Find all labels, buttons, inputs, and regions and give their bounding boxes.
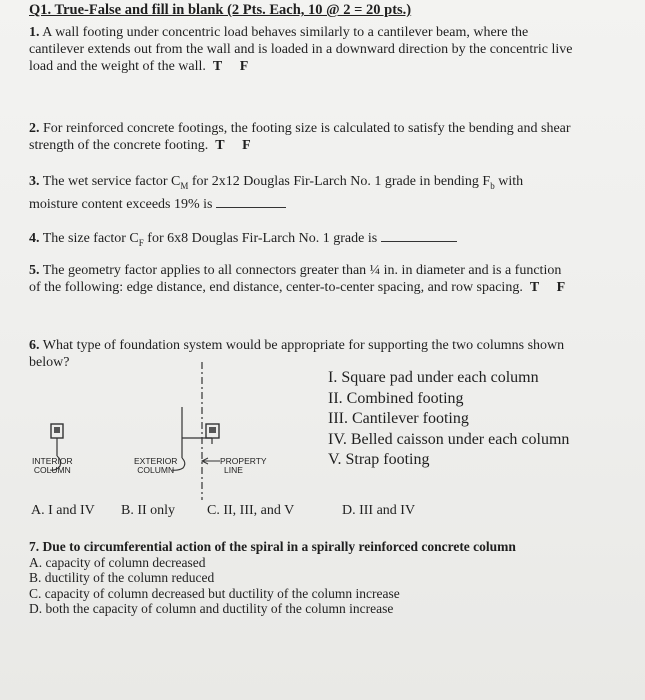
q7-choice-b[interactable]: B. ductility of the column reduced bbox=[29, 570, 215, 585]
exterior-column-label bbox=[134, 457, 177, 475]
question-1 bbox=[29, 24, 572, 75]
q4-sub-f: F bbox=[138, 237, 144, 248]
q6-answer-a[interactable]: A. I and IV bbox=[31, 503, 95, 518]
q5-number: 5. bbox=[29, 263, 40, 278]
foundation-diagram bbox=[20, 360, 320, 500]
property-label-line-1: PROPERTY bbox=[220, 456, 267, 466]
question-4 bbox=[29, 229, 457, 252]
foundation-diagram-drawing bbox=[20, 360, 320, 500]
q3-text-b: for 2x12 Douglas Fir-Larch No. 1 grade in bending F bbox=[188, 174, 491, 189]
q7-choice-a[interactable]: A. capacity of column decreased bbox=[29, 554, 206, 570]
q1-true-option[interactable]: T bbox=[212, 59, 223, 74]
q3-sub-b: b bbox=[490, 180, 495, 191]
q5-line-1: The geometry factor applies to all connectors greater than ¼ in. in diameter and is a function bbox=[42, 263, 562, 278]
q5-line-2: of the following: edge distance, end distance, center-to-center spacing, and row spacing. bbox=[29, 280, 523, 295]
interior-column-section bbox=[54, 427, 60, 433]
q3-text-c: with bbox=[494, 174, 524, 189]
q1-line-3: load and the weight of the wall. bbox=[29, 59, 206, 74]
q6-option-1: I. Square pad under each column bbox=[328, 369, 539, 386]
exterior-column-section bbox=[209, 427, 216, 433]
question-5 bbox=[29, 262, 565, 296]
q6-line-2: below? bbox=[29, 355, 70, 370]
q4-text-a: The size factor C bbox=[42, 231, 139, 246]
section-heading: Q1. True-False and fill in blank (2 Pts. Each, 10 @ 2 = 20 pts.) bbox=[29, 2, 412, 18]
q4-text-b: for 6x8 Douglas Fir-Larch No. 1 grade is bbox=[143, 231, 378, 246]
property-label-line-2: LINE bbox=[224, 465, 243, 475]
question-2 bbox=[29, 120, 571, 154]
q2-false-option[interactable]: F bbox=[242, 138, 251, 153]
q3-sub-m: M bbox=[180, 180, 189, 191]
q6-answer-d[interactable]: D. III and IV bbox=[342, 503, 416, 518]
q6-options-list bbox=[328, 368, 569, 471]
q1-false-option[interactable]: F bbox=[239, 59, 249, 74]
q4-number: 4. bbox=[29, 231, 40, 246]
q6-option-4: IV. Belled caisson under each column bbox=[328, 430, 570, 448]
q5-false-option[interactable]: F bbox=[556, 280, 566, 295]
exterior-label-line-1: EXTERIOR bbox=[134, 456, 178, 466]
q3-text-a: The wet service factor C bbox=[42, 174, 181, 189]
interior-label-line-1: INTERIOR bbox=[32, 456, 73, 466]
q2-line-2: strength of the concrete footing. bbox=[29, 138, 209, 153]
q1-line-1: A wall footing under concentric load behaves similarly to a cantilever beam, where the bbox=[42, 25, 529, 40]
q3-answer-blank[interactable] bbox=[216, 195, 286, 208]
q5-true-option[interactable]: T bbox=[529, 280, 540, 295]
property-line-label bbox=[220, 457, 267, 475]
q4-answer-blank[interactable] bbox=[381, 229, 457, 242]
q6-answer-c[interactable]: C. II, III, and V bbox=[207, 503, 295, 518]
exterior-label-line-2: COLUMN bbox=[137, 465, 175, 475]
interior-label-line-2: COLUMN bbox=[33, 465, 71, 475]
q6-option-5: V. Strap footing bbox=[328, 451, 430, 468]
q7-choice-c[interactable]: C. capacity of column decreased but ductility of the column increase bbox=[29, 585, 400, 601]
question-7 bbox=[29, 539, 516, 617]
q6-answer-b[interactable]: B. II only bbox=[121, 503, 176, 518]
question-3 bbox=[29, 173, 523, 213]
q2-number: 2. bbox=[29, 121, 40, 136]
q6-line-1: What type of foundation system would be appropriate for supporting the two columns shown bbox=[42, 338, 565, 353]
q2-true-option[interactable]: T bbox=[215, 138, 225, 153]
q2-line-1: For reinforced concrete footings, the footing size is calculated to satisfy the bending and shear bbox=[43, 121, 571, 136]
q3-line-2: moisture content exceeds 19% is bbox=[29, 196, 213, 212]
interior-column-label bbox=[32, 457, 73, 475]
q1-line-2: cantilever extends out from the wall and is loaded in a downward direction by the concentric live bbox=[29, 42, 573, 57]
q3-number: 3. bbox=[29, 174, 40, 189]
q6-option-3: III. Cantilever footing bbox=[328, 410, 469, 427]
q7-stem: 7. Due to circumferential action of the spiral in a spirally reinforced concrete column bbox=[29, 539, 516, 554]
q1-number: 1. bbox=[29, 25, 40, 40]
q6-number: 6. bbox=[29, 338, 40, 353]
q7-choice-d[interactable]: D. both the capacity of column and ductility of the column increase bbox=[29, 601, 394, 616]
q6-option-2: II. Combined footing bbox=[328, 389, 464, 407]
